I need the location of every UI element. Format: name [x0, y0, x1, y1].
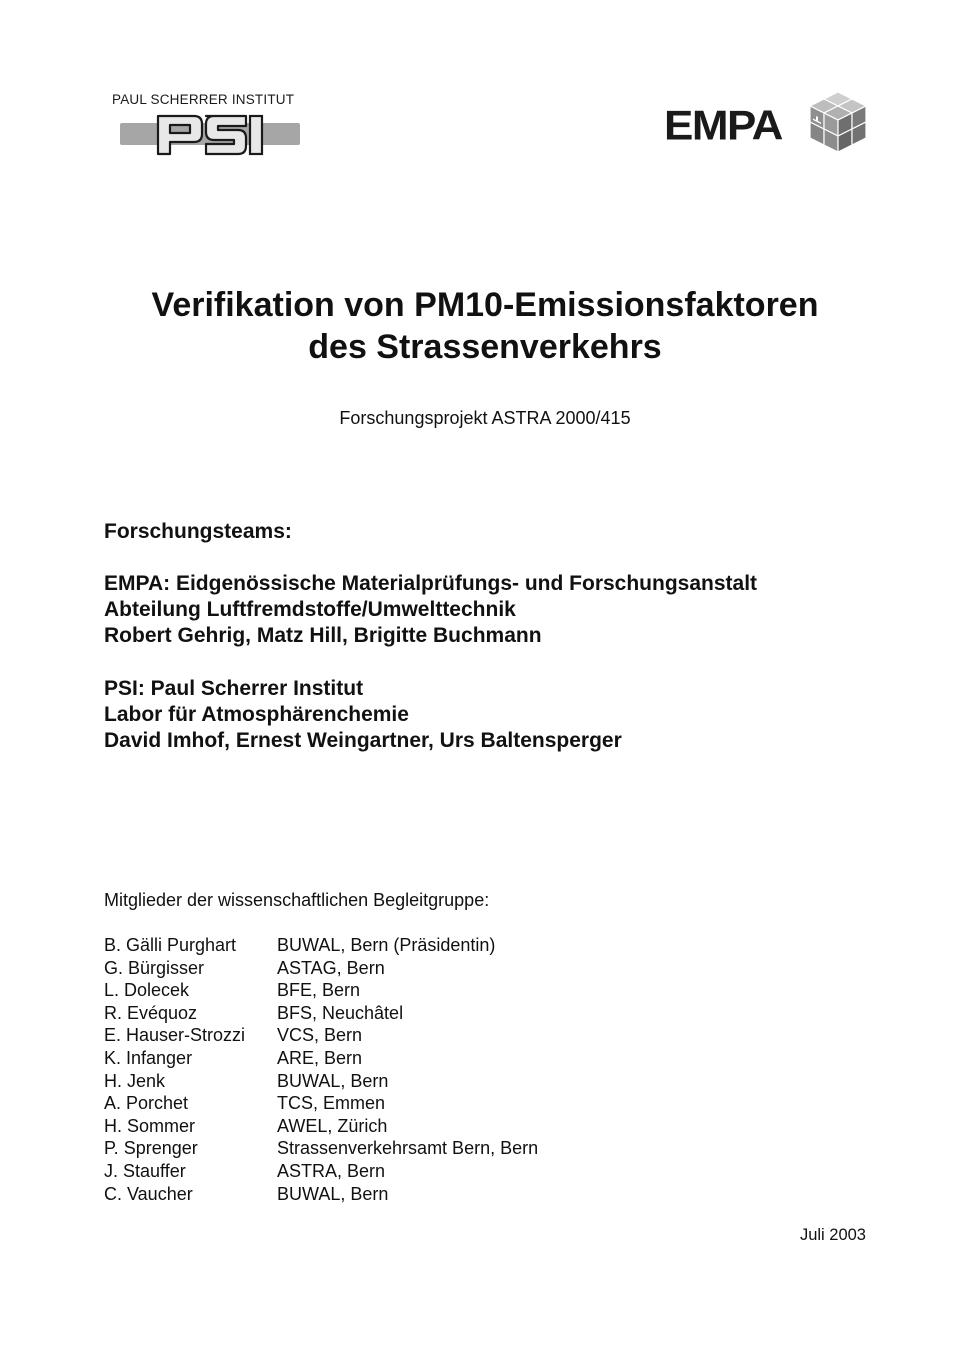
psi-team-line: David Imhof, Ernest Weingartner, Urs Baltensperger [104, 729, 622, 752]
swiss-cube-icon [805, 90, 871, 164]
member-org: ASTAG, Bern [277, 957, 385, 978]
psi-mark-icon [118, 112, 302, 158]
member-name: R. Evéquoz [104, 1002, 198, 1023]
member-name: K. Infanger [104, 1047, 193, 1068]
members-heading: Mitglieder der wissenschaftlichen Begleitgruppe: [104, 890, 490, 910]
member-org: BFE, Bern [277, 980, 361, 1001]
member-org: ARE, Bern [277, 1047, 363, 1068]
member-org: BFS, Neuchâtel [277, 1002, 404, 1023]
member-name: P. Sprenger [104, 1138, 198, 1159]
member-org: BUWAL, Bern (Präsidentin) [277, 935, 496, 955]
document-title-line-1: Verifikation von PM10-Emissionsfaktoren [151, 286, 819, 324]
psi-institute-name: PAUL SCHERRER INSTITUT [112, 92, 295, 107]
member-name: L. Dolecek [104, 980, 190, 1001]
empa-team-line: Robert Gehrig, Matz Hill, Brigitte Buchmann [104, 624, 542, 647]
member-name: A. Porchet [104, 1093, 189, 1114]
document-title-line-2: des Strassenverkehrs [308, 328, 662, 366]
project-subtitle: Forschungsprojekt ASTRA 2000/415 [339, 408, 631, 428]
empa-wordmark: EMPA [664, 102, 782, 149]
psi-team-line: Labor für Atmosphärenchemie [104, 703, 409, 726]
member-name: G. Bürgisser [104, 957, 205, 978]
teams-heading: Forschungsteams: [104, 520, 292, 543]
member-org: AWEL, Zürich [277, 1115, 388, 1136]
empa-team-line: Abteilung Luftfremdstoffe/Umwelttechnik [104, 598, 516, 621]
member-org: BUWAL, Bern [277, 1070, 389, 1091]
empa-team-line: EMPA: Eidgenössische Materialprüfungs- und Forschungsanstalt [104, 572, 758, 595]
member-org: Strassenverkehrsamt Bern, Bern [277, 1138, 539, 1159]
member-name: B. Gälli Purghart [104, 935, 237, 955]
member-name: C. Vaucher [104, 1183, 193, 1204]
member-org: ASTRA, Bern [277, 1160, 386, 1181]
member-name: J. Stauffer [104, 1160, 186, 1181]
publication-date: Juli 2003 [799, 1226, 866, 1244]
member-org: VCS, Bern [277, 1025, 363, 1046]
member-org: BUWAL, Bern [277, 1183, 389, 1204]
member-name: H. Sommer [104, 1115, 196, 1136]
empa-logo [662, 90, 872, 164]
member-org: TCS, Emmen [277, 1093, 386, 1114]
member-name: H. Jenk [104, 1070, 166, 1091]
member-name: E. Hauser-Strozzi [104, 1025, 246, 1046]
psi-logo [112, 92, 304, 162]
psi-team-line: PSI: Paul Scherrer Institut [104, 677, 364, 700]
